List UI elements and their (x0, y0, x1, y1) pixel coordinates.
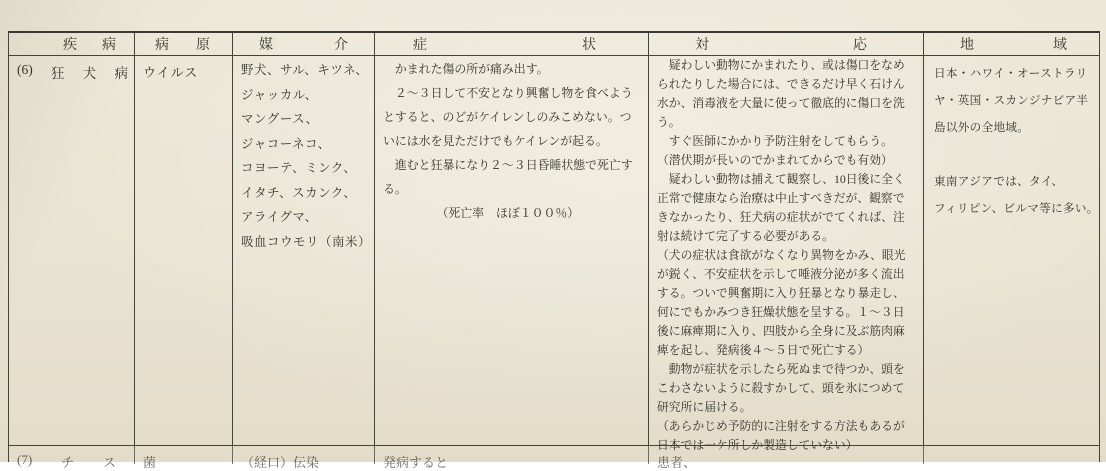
text-line: すぐ医師にかかり予防注射をしてもらう。 (657, 134, 893, 148)
text-line: とすると、のどがケイレンしのみこめない。つ (383, 110, 632, 124)
cell-next-disease-fragment (9, 446, 135, 470)
text-line: 何にでもかみつき狂燥状態を呈する。１～３日 (657, 305, 905, 319)
text-line: こわさないように殺すかして、頭を氷につめて (657, 381, 905, 395)
char-part: 病 (102, 38, 116, 53)
text-line: いには水を見ただけでもケイレンが起る。 (383, 134, 608, 148)
text-line: ヤ・英国・スカンジナビア半 (934, 94, 1089, 107)
text-line: かまれた傷の所が痛み出す。 (383, 62, 549, 76)
text-line: 島以外の全地域。 (934, 121, 1030, 134)
cell-next-symptom-fragment: 発病すると (375, 446, 649, 464)
text-line: 疑わしい動物にかまれたり、或は傷口をなめ (657, 58, 905, 72)
text-line: コヨーテ、ミンク、 (241, 161, 357, 175)
text-line: 東南アジアでは、タイ、 (934, 175, 1064, 188)
text-line: 正常で健康なら治療は中止すべきだが、観察で (657, 191, 905, 205)
column-header-pathogen (135, 33, 233, 55)
char-part: 状 (582, 38, 596, 53)
cell-region (924, 56, 1099, 445)
char-part: (6) (17, 62, 33, 77)
char-part: (7) (17, 452, 33, 467)
char-part: ス (102, 455, 116, 470)
cell-disease-name (9, 56, 135, 445)
text-line: アライグマ、 (241, 210, 318, 224)
cell-response (649, 56, 924, 452)
text-line: きなかったり、狂犬病の症状がでてくれば、注 (657, 210, 905, 224)
char-part: 地 (960, 38, 974, 53)
char-part: 犬 (82, 66, 97, 81)
text-line: マングース、 (241, 112, 319, 126)
char-part: 対 (695, 38, 709, 53)
text-line: ジャコーネコ、 (241, 136, 331, 151)
text-line: 日本・ハワイ・オーストラリ (934, 67, 1088, 80)
text-line: ２～３日して不安となり興奮し物を食べよう (383, 86, 633, 100)
char-part: 域 (1053, 38, 1067, 53)
text-line: 進むと狂暴になり２～３日昏睡状態で死亡す (383, 158, 633, 172)
text-line: 動物が症状を示したら死ぬまで待つか、頭を (657, 362, 905, 376)
text-line: 痺を起し、発病後４～５日で死亡する） (657, 343, 870, 357)
column-header-symptoms (375, 33, 649, 55)
cell-next-response-fragment: 患者、 (649, 446, 924, 464)
table-header-row (9, 33, 1099, 56)
cell-next-region-fragment (924, 446, 1099, 464)
text-line: （あらかじめ予防的に注射をする方法もあるが (657, 419, 905, 433)
text-line: 研究所に届ける。 (657, 400, 752, 414)
text-line: る。 (383, 182, 407, 196)
text-line: 吸血コウモリ（南米） (241, 234, 372, 249)
char-part: 症 (413, 38, 427, 53)
disease-reference-table (8, 31, 1100, 470)
cell-next-pathogen-fragment: 菌 (135, 446, 233, 464)
text-line: られたりした場合には、できるだけ早く石けん (657, 77, 905, 91)
char-part: 原 (196, 38, 210, 53)
char-part: 疾 (63, 38, 77, 53)
char-part: チ (61, 455, 75, 470)
cell-pathogen: ウイルス (135, 56, 233, 445)
text-line: 日本では一ケ所しか製造していない） (657, 438, 858, 452)
char-part: 病 (114, 66, 128, 81)
text-line: ジャッカル、 (241, 87, 318, 102)
column-header-disease (9, 33, 135, 55)
text-line: する。ついで興奮期に入り狂暴となり暴走し、 (657, 286, 905, 300)
cell-vector-animals (233, 56, 375, 445)
text-line: 射は続けて完了する必要がある。 (657, 229, 834, 243)
text-line: （犬の症状は食欲がなくなり異物をかみ、眼光 (657, 248, 906, 262)
text-line (934, 141, 1099, 168)
text-line: が鋭く、不安症状を示して唾液分泌が多く流出 (657, 267, 905, 281)
char-part: 病 (155, 38, 169, 53)
column-header-response (649, 33, 924, 55)
text-line: イタチ、スカンク、 (241, 185, 357, 200)
column-header-region (924, 33, 1099, 55)
text-line: （死亡率 ほぼ１００％） (383, 206, 580, 220)
text-line: う。 (657, 115, 681, 129)
table-row-rabies (9, 56, 1099, 452)
char-part: 介 (334, 38, 348, 53)
text-line: （潜伏期が長いのでかまれてからでも有効） (657, 153, 893, 167)
text-line: フィリピン、ビルマ等に多い。 (934, 202, 1099, 215)
char-part: 応 (853, 38, 867, 53)
text-line: 野犬、サル、キツネ、 (241, 63, 369, 77)
text-line: 水か、消毒液を大量に使って徹底的に傷口を洗 (657, 96, 905, 110)
text-line: 疑わしい動物は捕えて観察し、10日後に全く (657, 172, 905, 186)
table-row-next-clipped (9, 446, 1099, 470)
cell-symptoms (375, 56, 649, 445)
char-part: 媒 (259, 38, 273, 53)
text-line: 後に麻痺期に入り、四肢から全身に及ぶ筋肉麻 (657, 324, 905, 338)
cell-next-vector-fragment: （経口）伝染 (233, 446, 375, 464)
column-header-vector (233, 33, 375, 55)
char-part: 狂 (51, 66, 65, 81)
